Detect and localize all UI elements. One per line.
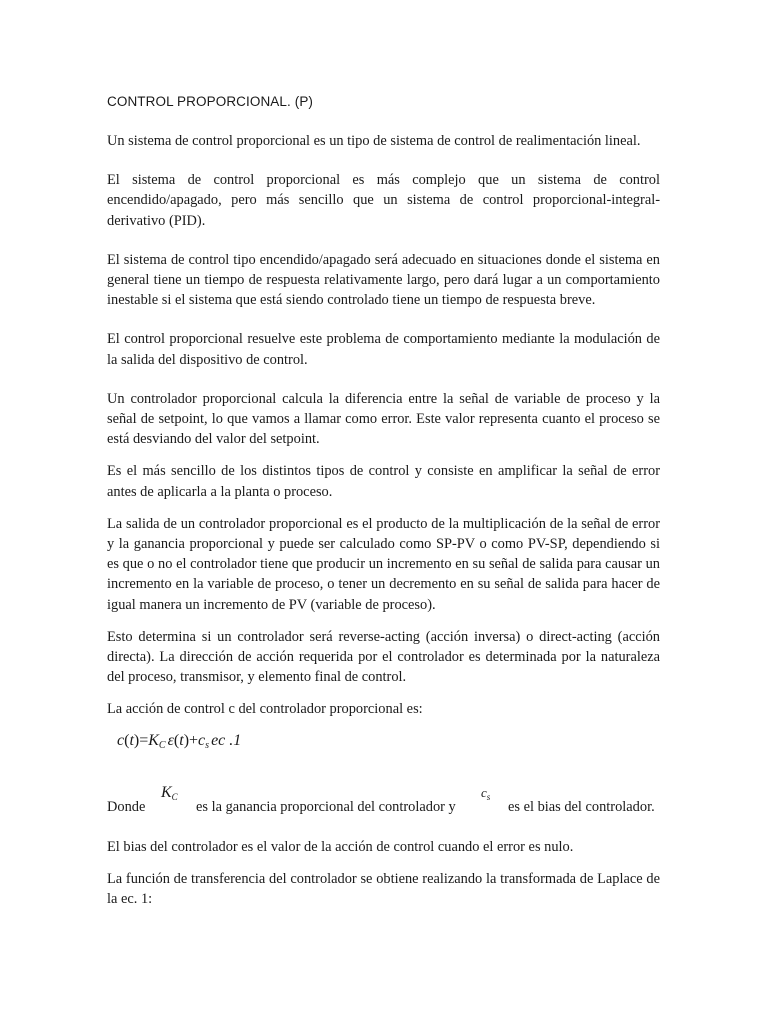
paragraph-definition: Un sistema de control proporcional es un tipo de sistema de control de realimentación lineal. (107, 133, 641, 149)
eq-cs-sub: s (205, 739, 210, 751)
eq-label: ec .1 (211, 731, 242, 749)
paragraph-modulation: El control proporcional resuelve este problema de comportamiento mediante la modulación de la salida del dispositivo de control. (107, 331, 660, 368)
document-page (107, 92, 660, 928)
eq-epsilon: ε (167, 731, 174, 749)
paragraph-error: Un controlador proporcional calcula la diferencia entre la señal de variable de proceso y la señal de setpoint, lo que vamos a llamar como error. Este valor representa cuanto el proceso se está desviando del valor del setpoint. (107, 390, 660, 448)
paragraph-on-off: El sistema de control tipo encendido/apagado será adecuado en situaciones donde el sistema en general tiene un tiempo de respuesta relativamente largo, pero dará lugar a un comportamiento inestable si el sistema que está siendo controlado tiene un tiempo de respuesta breve. (107, 251, 660, 309)
paragraph-direction: Esto determina si un controlador será reverse-acting (acción inversa) o direct-acting (acción directa). La dirección de acción requerida por el controlador es determinada por la naturaleza del proceso, transmisor, y elemento final de control. (107, 628, 660, 686)
eq-cs: c (198, 731, 206, 749)
eq-equals: = (139, 731, 149, 749)
eq-k: K (148, 731, 159, 749)
donde-line (107, 783, 660, 827)
eq-plus: + (189, 731, 199, 749)
eq-k-sub: C (158, 739, 166, 751)
kc-symbol: $K_C$ (161, 783, 178, 802)
eq-c: c (117, 731, 125, 749)
cs-symbol: $c_s$ (481, 784, 491, 802)
document-title: CONTROL PROPORCIONAL. (P) (107, 94, 314, 109)
eq-t: t (129, 731, 134, 749)
paragraph-bias: El bias del controlador es el valor de la acción de control cuando el error es nulo. (107, 838, 574, 855)
paragraph-control-action: La acción de control c del controlador proporcional es: (107, 701, 423, 718)
paragraph-transfer: La función de transferencia del controlador se obtiene realizando la transformada de Laplace de la ec. 1: (107, 870, 660, 908)
donde-end: es el bias del controlador. (508, 798, 655, 815)
donde-mid: es la ganancia proporcional del controlador y (196, 798, 456, 815)
equation-1: $c(t)=K_C$ $\varepsilon(t)+c_s$ ec .1 (117, 731, 242, 751)
paragraph-output: La salida de un controlador proporcional es el producto de la multiplicación de la señal de error y la ganancia proporcional y puede ser calculado como SP-PV o como PV-SP, dependiendo si es que o no el controlador tiene que producir un incremento en su señal de salida para causar un incremento en la variable de proceso, o tener un decremento en su señal de salida para hacer de igual manera un incremento de PV (variable de proceso). (107, 515, 660, 613)
eq-t2: t (179, 731, 184, 749)
donde-word: Donde (107, 798, 146, 815)
paragraph-amplify: Es el más sencillo de los distintos tipos de control y consiste en amplificar la señal de error antes de aplicarla a la planta o proceso. (107, 463, 660, 500)
paragraph-complexity: El sistema de control proporcional es más complejo que un sistema de control encendido/apagado, pero más sencillo que un sistema de control proporcional-integral-derivativo (PID). (107, 172, 660, 229)
